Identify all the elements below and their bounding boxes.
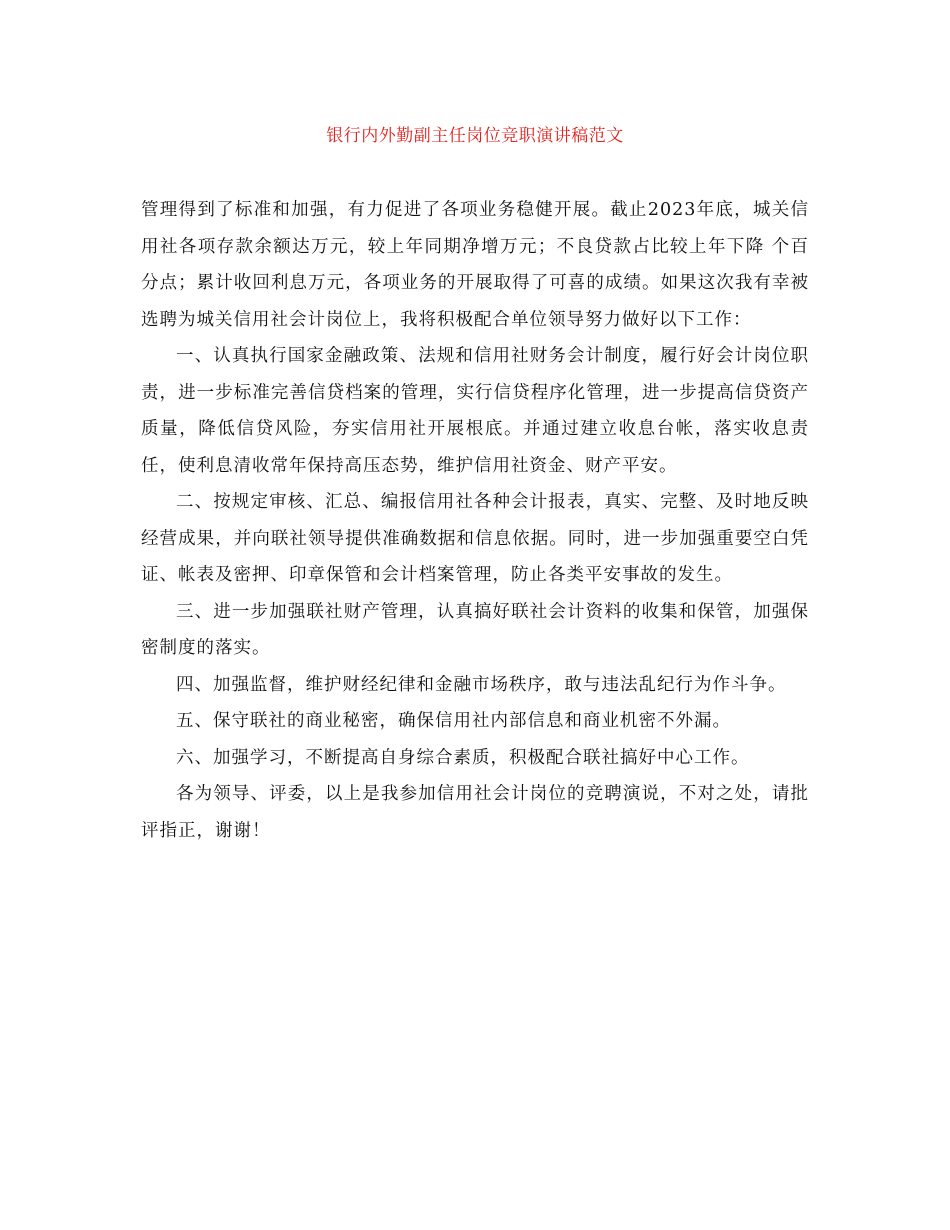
paragraph-item-6: 六、加强学习，不断提高自身综合素质，积极配合联社搞好中心工作。 bbox=[176, 747, 750, 768]
paragraph-intro: 管理得到了标准和加强，有力促进了各项业务稳健开展。截止2023年底，城关信用社各项存款余额达万元，较上年同期净增万元；不良贷款占比较上年下降 个百分点；累计收回利息万元，各项业务的开展取得了可喜的成绩。如果这次我有幸被选聘为城关信用社会计岗位上，我将积极配合单位领导努力做好以下工作： bbox=[141, 200, 809, 330]
paragraph-item-2: 二、按规定审核、汇总、编报信用社各种会计报表，真实、完整、及时地反映经营成果，并向联社领导提供准确数据和信息依据。同时，进一步加强重要空白凭证、帐表及密押、印章保管和会计档案管理，防止各类平安事故的发生。 bbox=[141, 492, 809, 585]
paragraph-item-5: 五、保守联社的商业秘密，确保信用社内部信息和商业机密不外漏。 bbox=[176, 711, 731, 731]
document-title: 银行内外勤副主任岗位竞职演讲稿范文 bbox=[326, 126, 624, 146]
paragraph-item-4: 四、加强监督，维护财经纪律和金融市场秩序，敢与违法乱纪行为作斗争。 bbox=[176, 674, 787, 695]
paragraph-item-1: 一、认真执行国家金融政策、法规和信用社财务会计制度，履行好会计岗位职责，进一步标准完善信贷档案的管理，实行信贷程序化管理，进一步提高信贷资产质量，降低信贷风险，夯实信用社开展根底。并通过建立收息台帐，落实收息责任，使利息清收常年保持高压态势，维护信用社资金、财产平安。 bbox=[141, 346, 809, 476]
paragraph-closing: 各为领导、评委，以上是我参加信用社会计岗位的竞聘演说，不对之处，请批评指正，谢谢！ bbox=[141, 784, 809, 841]
paragraph-item-3: 三、进一步加强联社财产管理，认真搞好联社会计资料的收集和保管，加强保密制度的落实。 bbox=[141, 601, 809, 658]
document-body bbox=[141, 192, 809, 849]
